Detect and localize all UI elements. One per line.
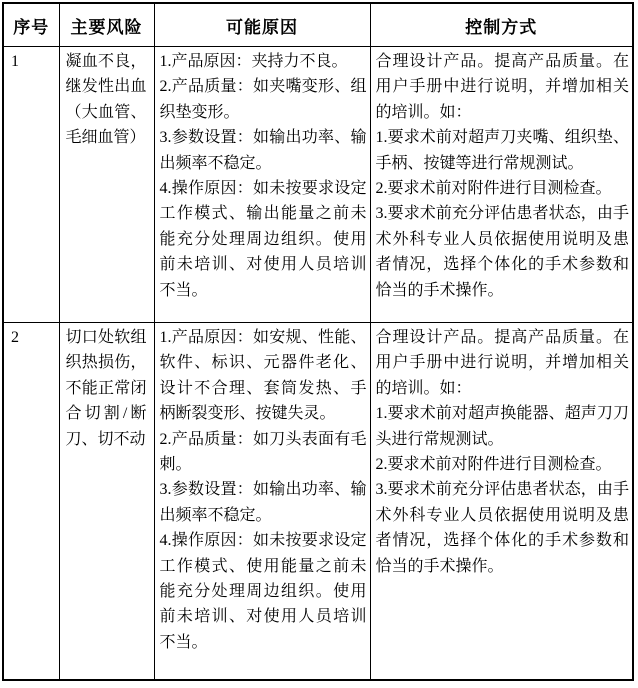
header-main-risk: 主要风险: [59, 3, 154, 47]
paragraph: 合理设计产品。提高产品质量。在用户手册中进行说明，并增加相关的培训。如：: [375, 53, 629, 121]
header-possible-cause: 可能原因: [154, 3, 370, 47]
paragraph: 4.操作原因：如未按要求设定工作模式、使用能量之前未能充分处理周边组织。使用前未培训、对使用人员培训不当。: [159, 532, 367, 651]
controls-cell: [370, 322, 633, 680]
header-serial-number: 序号: [3, 3, 59, 47]
header-row: [3, 3, 633, 47]
paragraph: 3.要求术前充分评估患者状态，由手术外科专业人员依据使用说明及患者情况，选择个体化的手术参数和恰当的手术操作。: [375, 205, 629, 299]
paragraph: 4.操作原因：如未按要求设定工作模式、输出能量之前未能充分处理周边组织。使用前未培训、对使用人员培训不当。: [159, 180, 367, 299]
paragraph: 1.要求术前对超声换能器、超声刀刀头进行常规测试。: [375, 405, 629, 448]
table-body: [3, 47, 633, 681]
paragraph: 3.要求术前充分评估患者状态，由手术外科专业人员依据使用说明及患者情况，选择个体化的手术参数和恰当的手术操作。: [375, 481, 629, 575]
paragraph: 2.要求术前对附件进行目测检查。: [375, 180, 612, 198]
paragraph: 3.参数设置：如输出功率、输出频率不稳定。: [159, 481, 367, 524]
table-row: [3, 47, 633, 323]
risk-text: 凝血不良，继发性出血（大血管、毛细血管）: [65, 53, 147, 147]
risk-text: 切口处软组织热损伤，不能正常闭合切割/断刀、切不动: [65, 328, 147, 448]
row-number-cell: 2: [3, 322, 59, 680]
paragraph: 1.产品原因：如安规、性能、软件、标识、元器件老化、设计不合理、套筒发热、手柄断裂变形、按键失灵。: [159, 328, 367, 423]
paragraph: 2.产品质量：如夹嘴变形、组织垫变形。: [159, 78, 367, 121]
paragraph: 2.要求术前对附件进行目测检查。: [375, 455, 612, 473]
paragraph: 1.要求术前对超声刀夹嘴、组织垫、手柄、按键等进行常规测试。: [375, 129, 629, 172]
row-number-cell: 1: [3, 47, 59, 323]
risk-cell: [59, 47, 154, 323]
risk-cell: [59, 322, 154, 680]
paragraph: 2.产品质量：如刀头表面有毛刺。: [159, 430, 367, 473]
paragraph: 3.参数设置：如输出功率、输出频率不稳定。: [159, 129, 367, 172]
header-control-method: 控制方式: [370, 3, 633, 47]
table-row: [3, 322, 633, 680]
causes-cell: [154, 47, 370, 323]
risk-analysis-table: [2, 2, 634, 681]
paragraph: 1.产品原因：夹持力不良。: [159, 53, 348, 70]
paragraph: 合理设计产品。提高产品质量。在用户手册中进行说明，并增加相关的培训。如：: [375, 328, 629, 397]
causes-cell: [154, 322, 370, 680]
controls-cell: [370, 47, 633, 323]
